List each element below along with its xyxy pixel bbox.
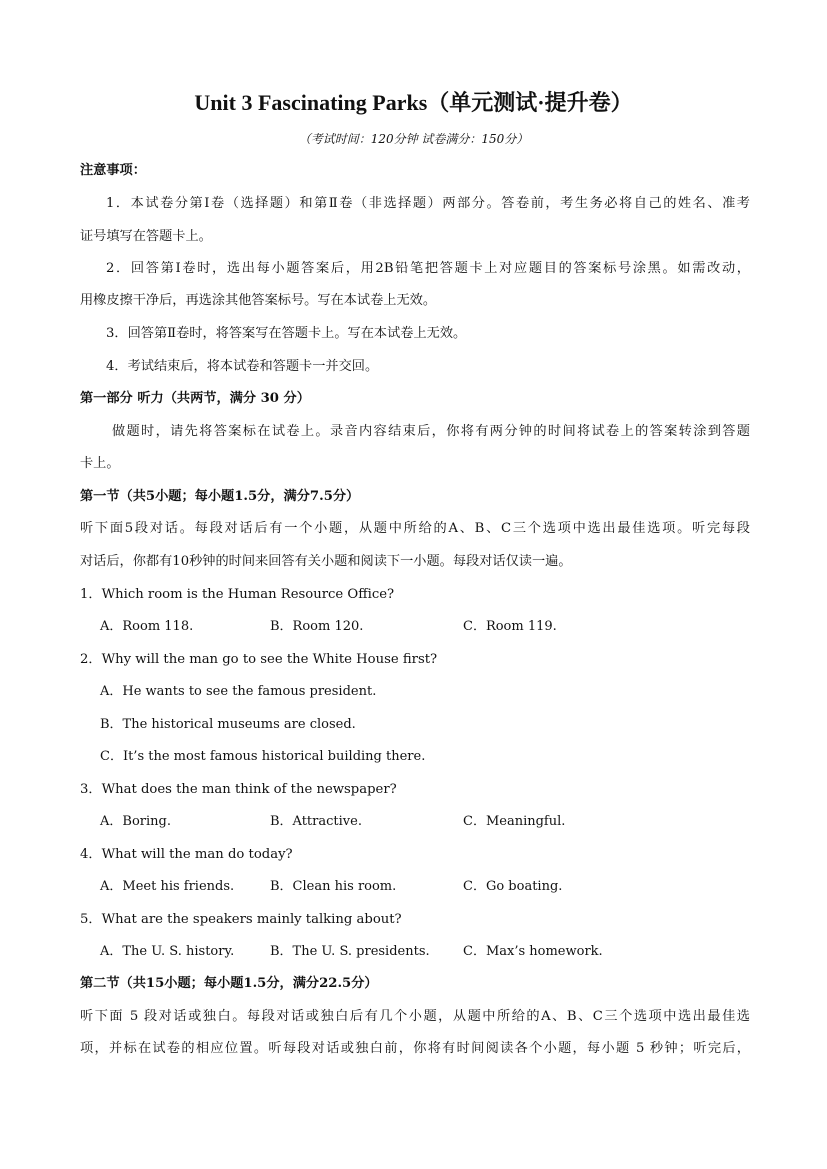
question-1: 1．Which room is the Human Resource Office?: [80, 587, 395, 602]
q3-option-c: C．Meaningful.: [463, 814, 566, 829]
section1-intro-line2: 对话后，你都有10秒钟的时间来回答有关小题和阅读下一小题。每段对话仅读一遍。: [80, 554, 572, 569]
section1-heading: 第一节（共5小题；每小题1.5分，满分7.5分）: [80, 489, 360, 504]
notice-item-2-line2: 用橡皮擦干净后，再选涂其他答案标号。写在本试卷上无效。: [80, 293, 437, 308]
q1-option-c: C．Room 119.: [463, 619, 557, 634]
q5-option-b: B．The U. S. presidents.: [270, 944, 430, 959]
section2-heading: 第二节（共15小题；每小题1.5分，满分22.5分）: [80, 976, 378, 991]
section2-intro-line1: 听下面 5 段对话或独白。每段对话或独白后有几个小题，从题中所给的A、B、C三个选项中选出最佳选: [80, 1009, 750, 1024]
q5-option-a: A．The U. S. history.: [100, 944, 235, 959]
q1-option-b: B．Room 120.: [270, 619, 364, 634]
q4-option-a: A．Meet his friends.: [100, 879, 235, 894]
section1-intro-line1: 听下面5段对话。每段对话后有一个小题，从题中所给的A、B、C三个选项中选出最佳选项。听完每段: [80, 521, 750, 536]
q3-option-b: B．Attractive.: [270, 814, 362, 829]
exam-info: （考试时间：120分钟 试卷满分：150分）: [298, 132, 529, 146]
section2-intro-line2: 项，并标在试卷的相应位置。听每段对话或独白前，你将有时间阅读各个小题，每小题 5 秒钟；听完后，: [80, 1041, 750, 1056]
question-5: 5．What are the speakers mainly talking about?: [80, 912, 402, 927]
question-4: 4．What will the man do today?: [80, 847, 293, 862]
page-title: Unit 3 Fascinating Parks（单元测试·提升卷）: [194, 90, 633, 115]
notice-item-2-line1: 2．回答第Ⅰ卷时，选出每小题答案后，用2B铅笔把答题卡上对应题目的答案标号涂黑。如需改动，: [106, 261, 750, 276]
q2-option-a: A．He wants to see the famous president.: [100, 684, 377, 699]
notice-item-1-line1: 1．本试卷分第Ⅰ卷（选择题）和第Ⅱ卷（非选择题）两部分。答卷前，考生务必将自己的姓名、准考: [106, 196, 750, 211]
q2-option-b: B．The historical museums are closed.: [100, 717, 356, 732]
q4-option-c: C．Go boating.: [463, 879, 563, 894]
notice-heading: 注意事项：: [80, 163, 146, 178]
part1-heading: 第一部分 听力（共两节，满分 30 分）: [80, 391, 310, 406]
q4-option-b: B．Clean his room.: [270, 879, 397, 894]
q1-option-a: A．Room 118.: [100, 619, 194, 634]
notice-item-1-line2: 证号填写在答题卡上。: [80, 229, 212, 244]
notice-item-4: 4．考试结束后，将本试卷和答题卡一并交回。: [106, 359, 379, 374]
q2-option-c: C．It’s the most famous historical building there.: [100, 749, 426, 764]
question-3: 3．What does the man think of the newspaper?: [80, 782, 397, 797]
question-2: 2．Why will the man go to see the White House first?: [80, 652, 438, 667]
part1-intro-line2: 卡上。: [80, 456, 120, 471]
q3-option-a: A．Boring.: [100, 814, 171, 829]
notice-item-3: 3．回答第Ⅱ卷时，将答案写在答题卡上。写在本试卷上无效。: [106, 326, 467, 341]
part1-intro-line1: 做题时，请先将答案标在试卷上。录音内容结束后，你将有两分钟的时间将试卷上的答案转涂到答题: [112, 424, 750, 439]
q5-option-c: C．Max’s homework.: [463, 944, 603, 959]
